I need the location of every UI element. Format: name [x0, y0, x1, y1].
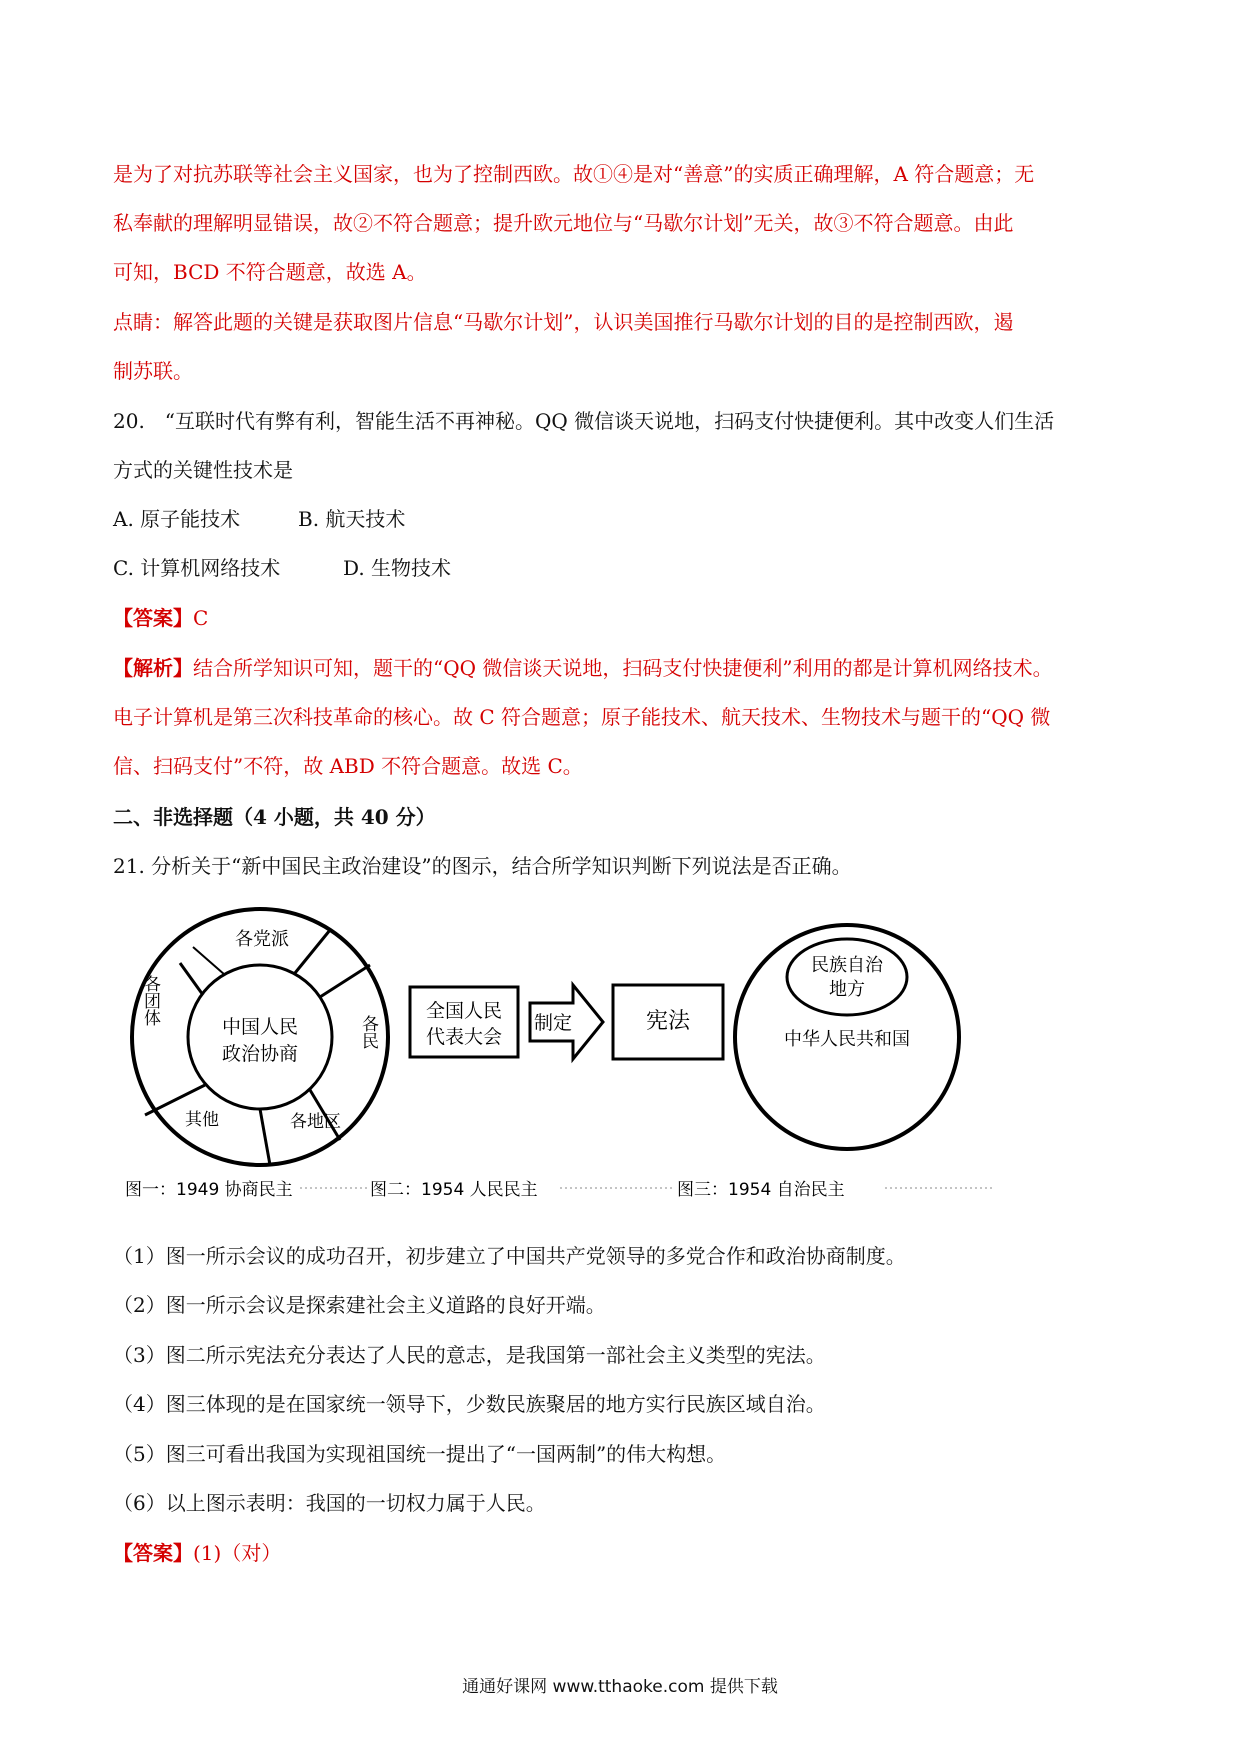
fig1-center-line2: 政治协商: [221, 1043, 299, 1065]
analysis-line-2: 私奉献的理解明显错误，故②不符合题意；提升欧元地位与“马歇尔计划”无关，故③不符合题意。由此: [113, 211, 1014, 235]
fig3-inner-line1: 民族自治: [811, 955, 883, 976]
npc-line2: 代表大会: [425, 1026, 503, 1048]
q20-stem-2: 方式的关键性技术是: [113, 458, 293, 482]
tip-line-1: 点睛：解答此题的关键是获取图片信息“马歇尔计划”，认识美国推行马歇尔计划的目的是控制西欧，遏: [113, 310, 1014, 334]
q20-option-b: B. 航天技术: [298, 507, 406, 531]
enact-label: 制定: [533, 1012, 573, 1034]
analysis-line-3: 可知，BCD 不符合题意，故选 A。: [113, 260, 427, 284]
q21-item-1: （1）图一所示会议的成功召开，初步建立了中国共产党领导的多党合作和政治协商制度。: [113, 1244, 906, 1268]
fig3-outer-label: 中华人民共和国: [784, 1029, 910, 1050]
q20-analysis-2: 电子计算机是第三次科技革命的核心。故 C 符合题意；原子能技术、航天技术、生物技术与题干的“QQ 微: [113, 705, 1051, 729]
q20-analysis-3: 信、扫码支付”不符，故 ABD 不符合题意。故选 C。: [113, 754, 583, 778]
constitution-label: 宪法: [645, 1009, 691, 1034]
q20-analysis-1: [113, 654, 1143, 682]
fig1-seg-bottom-right: 各地区: [290, 1112, 341, 1132]
figure-three: [735, 925, 959, 1149]
q20-answer: [113, 604, 1143, 632]
q20-option-d: D. 生物技术: [343, 556, 452, 580]
q21-item-2: （2）图一所示会议是探索建社会主义道路的良好开端。: [113, 1293, 606, 1317]
figure-two: [410, 985, 723, 1059]
npc-line1: 全国人民: [425, 1000, 503, 1022]
q21-item-6: （6）以上图示表明：我国的一切权力属于人民。: [113, 1491, 546, 1515]
q21-answer-value: (1)（对）: [193, 1541, 282, 1565]
fig3-caption: 图三：1954 自治民主: [677, 1180, 845, 1200]
q21-item-5: （5）图三可看出我国为实现祖国统一提出了“一国两制”的伟大构想。: [113, 1442, 727, 1466]
q20-options-row-1: [113, 505, 1143, 533]
q21-item-4: （4）图三体现的是在国家统一领导下，少数民族聚居的地方实行民族区域自治。: [113, 1392, 826, 1416]
q20-stem-1: 20. “互联时代有弊有利，智能生活不再神秘。QQ 微信谈天说地，扫码支付快捷便利。其中改变人们生活: [113, 409, 1055, 433]
q21-answer-label: 【答案】: [113, 1541, 193, 1565]
page-footer: 通通好课网 www.tthaoke.com 提供下载: [462, 1677, 778, 1697]
democracy-diagram: [125, 905, 995, 1217]
analysis-label: 【解析】: [113, 656, 193, 680]
answer-value: C: [193, 606, 209, 630]
q20-options-row-2: [113, 554, 1143, 582]
fig1-seg-left: 各团体: [140, 975, 160, 1026]
fig1-seg-bottom-left: 其他: [185, 1110, 219, 1130]
q21-answer: [113, 1539, 1143, 1567]
fig1-seg-right: 各民: [358, 1015, 378, 1049]
analysis-line-1: 是为了对抗苏联等社会主义国家，也为了控制西欧。故①④是对“善意”的实质正确理解，A 符合题意；无: [113, 162, 1035, 186]
analysis-text: 结合所学知识可知，题干的“QQ 微信谈天说地，扫码支付快捷便利”利用的都是计算机网络技术。: [193, 656, 1053, 680]
autonomous-region-ellipse: [787, 939, 907, 1015]
fig1-seg-top: 各党派: [235, 929, 289, 950]
fig1-center-line1: 中国人民: [221, 1016, 299, 1038]
fig2-caption: 图二：1954 人民民主: [370, 1180, 538, 1200]
tip-line-2: 制苏联。: [113, 359, 193, 383]
fig3-inner-line2: 地方: [829, 979, 865, 1000]
figure-one: [132, 909, 388, 1165]
q20-option-c: C. 计算机网络技术: [113, 556, 281, 580]
q20-option-a: A. 原子能技术: [113, 507, 241, 531]
q21-item-3: （3）图二所示宪法充分表达了人民的意志，是我国第一部社会主义类型的宪法。: [113, 1343, 826, 1367]
answer-label: 【答案】: [113, 606, 193, 630]
section-heading: 二、非选择题（4 小题，共 40 分）: [113, 805, 436, 829]
q21-stem: 21. 分析关于“新中国民主政治建设”的图示，结合所学知识判断下列说法是否正确。: [113, 854, 852, 878]
fig1-caption: 图一：1949 协商民主: [125, 1180, 293, 1200]
